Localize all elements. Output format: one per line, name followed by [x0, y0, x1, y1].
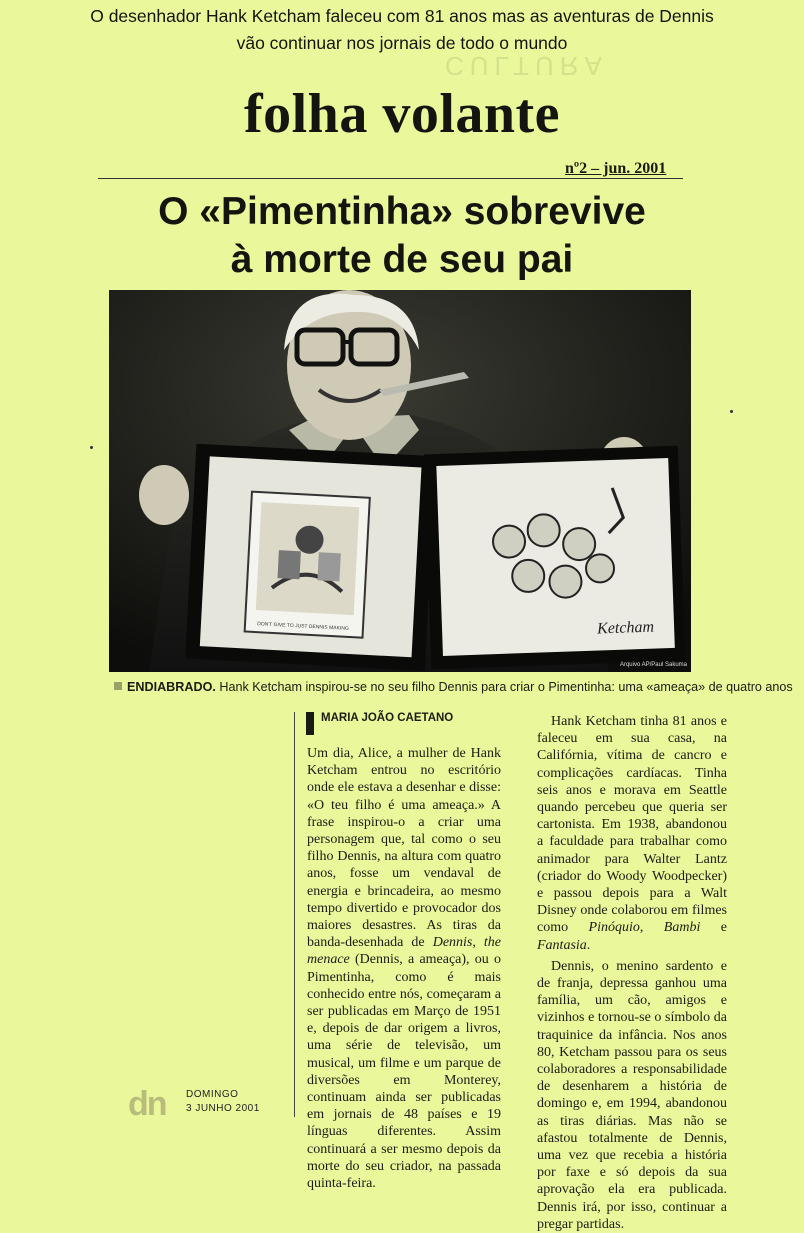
author-bar	[306, 712, 314, 735]
top-note-line-2: vão continuar nos jornais de todo o mundo	[236, 33, 568, 53]
footer-date	[186, 1088, 260, 1116]
photo-caption	[114, 680, 793, 694]
caption-square-icon	[114, 682, 122, 690]
column-2-paragraph-2: Dennis, o menino sardento e de franja, depressa ganhou uma família, um cão, amigos e vizinhos e tornou-se o símbolo da traquinice da infância. Nos anos 80, Ketcham passou para os seus colaboradores a responsabilidade de desenharem a história de domingo e, em 1994, abandonou as tiras diárias. Mas não se afastou totalmente de Dennis, uma vez que recebia a história por faxe e só depois da sua aprovação ela era publicada. Dennis irá, por isso, continuar a pregar partidas.	[537, 958, 727, 1232]
masthead-rule	[98, 178, 683, 179]
photo	[109, 290, 691, 672]
top-note	[0, 3, 804, 57]
photo-credit: Arquivo AP/Paul Sakuma	[619, 662, 687, 668]
punch-mark	[730, 410, 733, 413]
article-column-2	[537, 713, 727, 1233]
footer-day: DOMINGO	[186, 1089, 239, 1100]
right-frame	[424, 446, 685, 670]
author-byline: MARIA JOÃO CAETANO	[321, 712, 454, 724]
bleed-through-text: CULTURA	[445, 51, 608, 81]
headline	[0, 188, 804, 284]
column-rule	[294, 712, 295, 1117]
punch-mark	[90, 446, 93, 449]
top-note-line-1: O desenhador Hank Ketcham faleceu com 81 anos mas as aventuras de Dennis	[90, 6, 714, 26]
column-1-paragraph: Um dia, Alice, a mulher de Hank Ketcham entrou no escritório onde ele estava a desenhar e disse: «O teu filho é uma ameaça.» A frase inspirou-o a criar uma personagem que, tal como o seu filho Dennis, na altura com quatro anos, fosse um vendaval de energia e brincadeira, ao mesmo tempo divertido e provocador dos maiores desastres. As tiras da banda-desenhada de Dennis, the menace (Dennis, a ameaça), ou o Pimentinha, como é mais conhecido entre nós, começaram a ser publicadas em Março de 1951 e, depois de dar origem a livros, uma série de televisão, um musical, um filme e um parque de diversões em Monterey, continuam ainda ser publicadas em jornais de 48 países e 19 línguas diferentes. Assim continuará a ser mesmo depois da morte do seu criador, na passada quinta-feira.	[307, 746, 502, 1192]
masthead: folha volante	[243, 83, 561, 145]
caption-text: Hank Ketcham inspirou-se no seu filho Dennis para criar o Pimentinha: uma «ameaça» de quatro anos	[219, 680, 793, 694]
column-2-paragraph-1: Hank Ketcham tinha 81 anos e faleceu em sua casa, na Califórnia, vítima de cancro e complicações cardíacas. Tinha seis anos e morava em Seattle quando percebeu que queria ser cartonista. Em 1938, abandonou a faculdade para trabalhar como animador para Walter Lantz (criador do Woody Woodpecker) e passou depois para a Walt Disney onde colaborou em filmes como Pinóquio, Bambi e Fantasia.	[537, 714, 727, 953]
headline-line-1: O «Pimentinha» sobrevive	[158, 190, 646, 233]
comic-title: Dennis, the menace	[307, 935, 502, 968]
footer-full-date: 3 JUNHO 2001	[186, 1103, 260, 1114]
article-column-1	[307, 745, 501, 1192]
signature: Ketcham	[596, 618, 655, 638]
headline-line-2: à morte de seu pai	[230, 238, 574, 281]
issue-number: nº2 – jun. 2001	[565, 160, 667, 177]
caption-lead: ENDIABRADO.	[127, 680, 216, 694]
dn-logo: dn	[128, 1085, 166, 1123]
left-frame	[185, 444, 436, 671]
strip-caption: DON'T GIVE TO JUST DENNIS MAKING	[257, 621, 349, 632]
